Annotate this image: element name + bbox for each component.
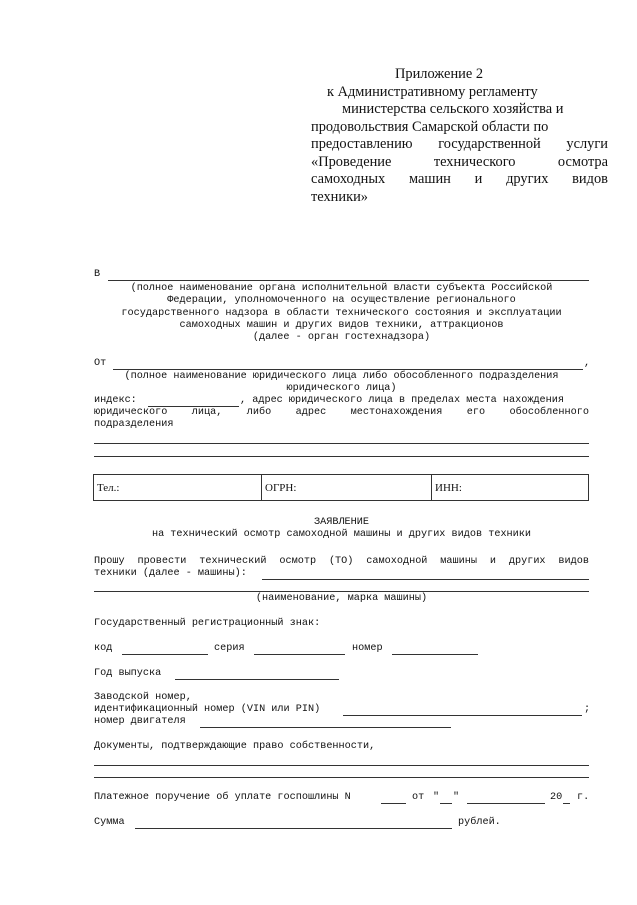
ogrn-label: ОГРН: [265,481,297,494]
caption-line: юридического лица) [286,383,397,395]
address-word: лица, [191,407,223,418]
request-word: и [489,556,496,567]
address-field-2[interactable] [94,456,589,457]
appendix-title: Приложение 2 [395,66,484,82]
sum-unit: рублей. [458,817,501,828]
header-word: машин [408,171,451,187]
year-field[interactable] [175,679,339,680]
sum-label: Сумма [94,817,125,828]
series-label: серия [214,643,245,654]
year-suffix: г. [577,792,590,803]
request-word: технический [199,556,267,567]
inn-label: ИНН: [435,481,462,494]
header-word: государственной [438,136,541,152]
header-word: осмотра [557,153,608,170]
vin-field[interactable] [343,715,582,716]
from-caption [94,371,589,396]
inn-cell[interactable] [432,475,589,501]
address-line-1: , адрес юридического лица в пределах места нахождения [240,395,565,406]
header-line [311,136,608,154]
registration-label: Государственный регистрационный знак: [94,618,321,629]
to-authority-field[interactable] [108,280,589,281]
header-word: предоставлению [311,136,413,152]
payment-day-field[interactable] [440,803,452,804]
address-word: либо [246,407,272,418]
header-line: к Административному регламенту [327,83,538,100]
address-word: его [466,407,486,418]
from-prefix: От [94,358,107,369]
payment-label: Платежное поручение об уплате госпошлины N [94,792,351,803]
header-line: продовольствия Самарской области по [311,118,549,135]
header-line [311,154,608,172]
request-word: других [508,556,546,567]
request-word: (ТО) [328,556,354,567]
contacts-table [93,474,589,501]
caption-line: (далее - орган гостехнадзора) [252,332,431,344]
request-line-2: техники (далее - машины): [94,568,247,579]
tel-label: Тел.: [97,481,120,494]
code-label: код [94,643,113,654]
address-line-2 [94,407,589,419]
address-word: обособленного [509,407,589,418]
header-word: технического [433,153,516,170]
vin-label: идентификационный номер (VIN или PIN) [94,704,321,715]
payment-number-field[interactable] [381,803,406,804]
number-label: номер [352,643,383,654]
ownership-label: Документы, подтверждающие право собственности, [94,741,376,752]
series-field[interactable] [254,654,345,655]
request-word: осмотр [279,556,317,567]
factory-number-label: Заводской номер, [94,692,192,703]
address-line-3: подразделения [94,419,174,430]
header-word: услуги [566,136,608,152]
engine-label: номер двигателя [94,716,186,727]
year-prefix: 20 [550,792,563,803]
from-applicant-field[interactable] [113,369,583,370]
statement-title: ЗАЯВЛЕНИЕ [313,517,370,528]
quote-open: " [433,792,440,803]
ownership-field-2[interactable] [94,777,589,778]
address-word: юридического [94,407,168,418]
header-line: министерства сельского хозяйства и [342,101,564,117]
header-line [311,171,608,189]
request-word: провести [137,556,187,567]
caption-line: самоходных машин и других видов техники, аттракционов [179,319,504,331]
machine-field-1[interactable] [262,579,589,580]
caption-line: (полное наименование юридического лица либо обособленного подразделения [124,371,559,382]
payment-year-field[interactable] [563,803,570,804]
appendix-header [311,66,608,206]
request-word: самоходной [366,556,428,567]
tel-cell[interactable] [94,475,262,501]
quote-close: " [453,792,460,803]
number-field[interactable] [392,654,478,655]
header-word: и [474,171,483,187]
header-word: самоходных [311,171,386,187]
request-line-1 [94,556,589,568]
ogrn-cell[interactable] [262,475,432,501]
ownership-field-1[interactable] [94,765,589,766]
header-word: других [506,171,549,187]
from-comma: , [584,358,591,369]
request-word: машины [440,556,477,567]
code-field[interactable] [122,654,208,655]
payment-month-field[interactable] [467,803,545,804]
to-caption [94,283,589,344]
header-word: «Проведение [311,153,392,170]
engine-field[interactable] [200,727,451,728]
request-word: видов [558,556,589,567]
payment-from-label: от [412,792,425,803]
header-word: видов [572,171,608,187]
address-word: адрес [295,407,327,418]
statement-subtitle: на технический осмотр самоходной машины и других видов техники [151,529,532,541]
header-line: техники» [311,188,368,205]
caption-line: Федерации, уполномоченного на осуществление регионального [167,295,516,307]
caption-line: (полное наименование органа исполнительной власти субъекта Российской [130,283,553,294]
to-prefix: В [94,269,101,280]
request-word: Прошу [94,556,125,567]
address-field-1[interactable] [94,443,589,444]
year-label: Год выпуска [94,668,162,679]
statement-heading [94,517,589,542]
address-word: местонахождения [350,407,443,418]
caption-line: государственного надзора в области технического состояния и эксплуатации [121,307,562,319]
sum-field[interactable] [135,828,452,829]
vin-semicolon: ; [584,704,591,715]
index-label: индекс: [94,395,137,406]
machine-field-2[interactable] [94,591,589,592]
machine-caption: (наименование, марка машины) [255,593,428,604]
